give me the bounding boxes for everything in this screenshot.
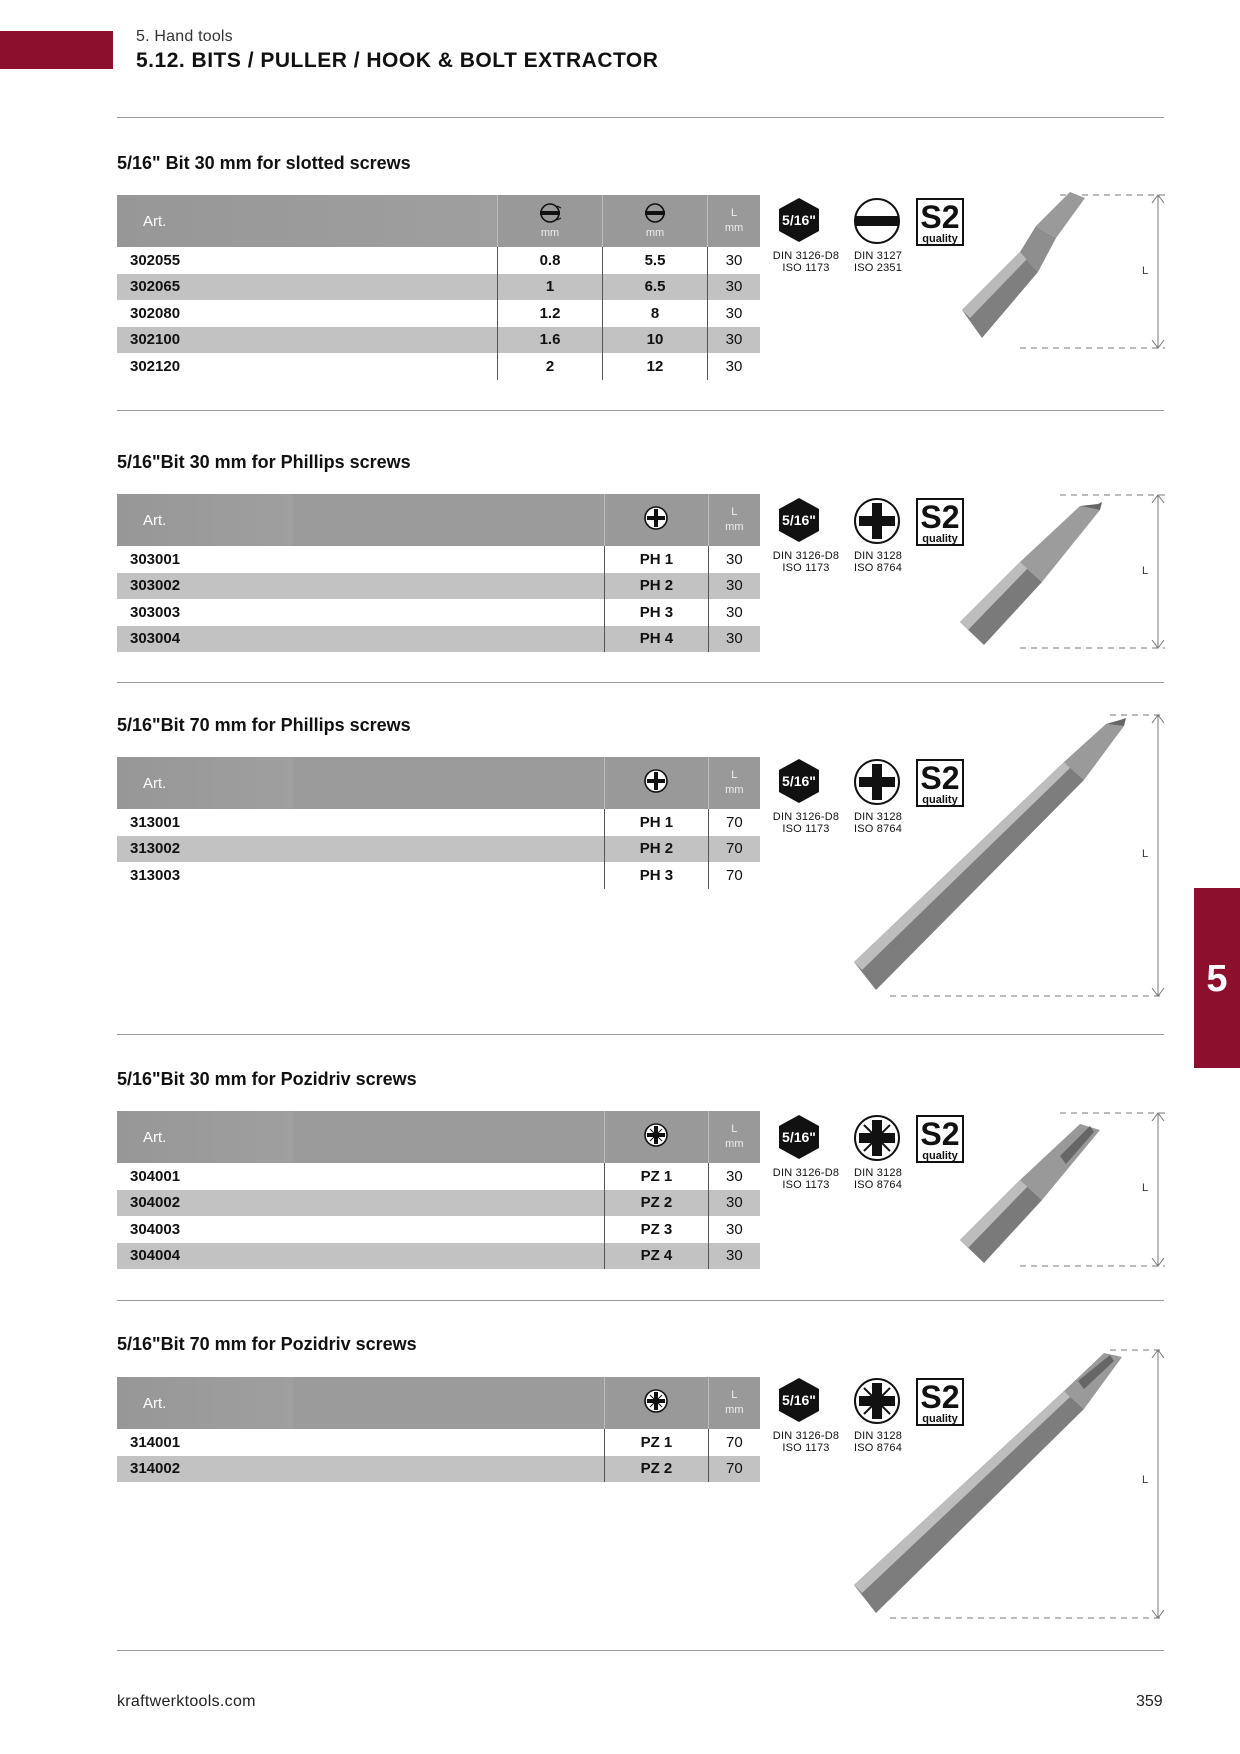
- art-number: 304003: [130, 1220, 181, 1238]
- length-cell: 30: [708, 1216, 760, 1243]
- cell: 8: [603, 300, 708, 327]
- phillips-badge: [853, 497, 901, 550]
- length-cell: 30: [708, 599, 760, 626]
- art-number: 313002: [117, 836, 605, 863]
- section-title: 5/16"Bit 70 mm for Phillips screws: [117, 715, 411, 735]
- standard-label: DIN 3128 ISO 8764: [853, 811, 903, 835]
- table-row: [117, 1216, 760, 1243]
- standard-label: DIN 3126-D8 ISO 1173: [772, 250, 840, 274]
- slot-badge: [853, 197, 901, 250]
- cell: 5.5: [603, 247, 708, 274]
- length-label: L: [731, 1123, 738, 1135]
- cell: PH 1: [605, 546, 708, 573]
- slotted-screw-icon: [642, 203, 668, 223]
- art-number: 303004: [117, 626, 605, 653]
- badge-group: [776, 758, 822, 809]
- bit-image: [950, 1108, 1170, 1273]
- length-cell: 30: [708, 546, 760, 573]
- cell: PZ 1: [605, 1163, 708, 1190]
- standard-label: DIN 3126-D8 ISO 1173: [772, 1430, 840, 1454]
- length-unit: mm: [725, 521, 744, 533]
- phillips-header: [605, 757, 708, 809]
- cell: 10: [603, 327, 708, 354]
- art-number: 314002: [117, 1456, 605, 1483]
- badge-group: [776, 497, 822, 548]
- pozidriv-header: [605, 1111, 708, 1163]
- table-row: [117, 573, 760, 600]
- cell: PZ 3: [605, 1216, 708, 1243]
- cell: 0.8: [498, 247, 603, 274]
- svg-text:S2: S2: [920, 1379, 960, 1415]
- page-number: 359: [1136, 1693, 1163, 1710]
- chapter-number: 5: [1206, 958, 1228, 1000]
- pozidriv-badge: [853, 1114, 901, 1167]
- section-title: 5/16"Bit 70 mm for Pozidriv screws: [117, 1334, 417, 1354]
- table-row: [117, 1190, 760, 1217]
- art-number: 303002: [117, 573, 605, 600]
- svg-text:5/16": 5/16": [782, 512, 816, 528]
- unit-mm: mm: [540, 227, 560, 239]
- product-table: [117, 494, 760, 652]
- length-header: [708, 1377, 760, 1429]
- pozidriv-header: [605, 1377, 708, 1429]
- section-title: 5/16"Bit 30 mm for Pozidriv screws: [117, 1069, 417, 1089]
- cell: PZ 1: [605, 1429, 708, 1456]
- divider: [117, 1034, 1164, 1035]
- svg-text:S2: S2: [920, 199, 960, 235]
- standard-label: DIN 3126-D8 ISO 1173: [772, 1167, 840, 1191]
- standard-label: DIN 3128 ISO 8764: [853, 1430, 903, 1454]
- hex-5-16-icon: [776, 197, 822, 243]
- length-cell: 30: [708, 1163, 760, 1190]
- art-number: 304004: [117, 1243, 605, 1270]
- header-spacer: [293, 757, 604, 809]
- art-number: 302120: [130, 357, 181, 375]
- table-row: [117, 1429, 760, 1456]
- dimension-label: L: [1142, 265, 1149, 277]
- header-spacer: [293, 1377, 604, 1429]
- footer-url: kraftwerktools.com: [117, 1693, 256, 1710]
- table-row: [117, 836, 760, 863]
- header-spacer: [293, 1111, 604, 1163]
- standard-label: DIN 3128 ISO 8764: [853, 1167, 903, 1191]
- table-row: [117, 1163, 760, 1190]
- table-row: [117, 546, 760, 573]
- art-header: Art.: [117, 1111, 293, 1163]
- section-title: 5/16" Bit 30 mm for slotted screws: [117, 153, 411, 173]
- length-cell: 30: [708, 327, 761, 354]
- hex-5-16-icon: [776, 1114, 822, 1160]
- table-row: [117, 862, 760, 889]
- product-table: [117, 1111, 760, 1269]
- cell: PH 4: [605, 626, 708, 653]
- table-row: [117, 353, 760, 380]
- length-cell: 30: [708, 626, 760, 653]
- art-number: 302055: [130, 251, 181, 269]
- cell: PZ 2: [605, 1456, 708, 1483]
- product-table: [117, 1377, 760, 1482]
- art-number: 302100: [117, 327, 498, 354]
- length-label: L: [730, 207, 738, 219]
- standard-label: DIN 3126-D8 ISO 1173: [772, 811, 840, 835]
- pozidriv-icon: [853, 1114, 901, 1162]
- svg-text:5/16": 5/16": [782, 1392, 816, 1408]
- divider: [117, 1300, 1164, 1301]
- chapter-tab: [1194, 888, 1240, 1068]
- bit-image: [840, 1343, 1170, 1623]
- length-label: L: [731, 506, 738, 518]
- length-label: L: [731, 769, 738, 781]
- cell: 2: [498, 353, 603, 380]
- badge-group: [776, 1114, 822, 1165]
- length-cell: 30: [708, 1243, 760, 1270]
- length-cell: 70: [708, 836, 760, 863]
- art-number: 314001: [130, 1433, 181, 1451]
- length-header: [708, 1111, 760, 1163]
- divider: [117, 1650, 1164, 1651]
- standard-label: DIN 3126-D8 ISO 1173: [772, 550, 840, 574]
- length-cell: 30: [708, 274, 761, 301]
- badge-group: [776, 1377, 822, 1428]
- badge-group: [776, 197, 822, 248]
- pozidriv-icon: [643, 1388, 669, 1414]
- length-header: [708, 195, 761, 247]
- table-row: [117, 1456, 760, 1483]
- breadcrumb: 5. Hand tools: [136, 28, 233, 45]
- cell: PH 3: [605, 862, 708, 889]
- table-row: [117, 809, 760, 836]
- cell: 1: [498, 274, 603, 301]
- length-cell: 30: [708, 353, 761, 380]
- hex-5-16-icon: [776, 1377, 822, 1423]
- phillips-header: [605, 494, 708, 546]
- hex-5-16-icon: [776, 758, 822, 804]
- product-table: [117, 757, 760, 889]
- length-cell: 30: [708, 300, 761, 327]
- art-number: 303001: [130, 550, 181, 568]
- product-table: [117, 195, 760, 380]
- divider: [117, 117, 1164, 118]
- length-cell: 30: [708, 573, 760, 600]
- art-number: 302080: [130, 304, 181, 322]
- page-title: 5.12. BITS / PULLER / HOOK & BOLT EXTRACTOR: [136, 49, 659, 72]
- divider: [117, 410, 1164, 411]
- art-number: 302065: [117, 274, 498, 301]
- dimension-label: L: [1142, 848, 1149, 860]
- standard-label: DIN 3127 ISO 2351: [853, 250, 903, 274]
- cell: PH 3: [605, 599, 708, 626]
- length-header: [708, 757, 760, 809]
- art-header: Art.: [117, 757, 293, 809]
- section-title: 5/16"Bit 30 mm for Phillips screws: [117, 452, 411, 472]
- svg-text:S2: S2: [920, 499, 960, 535]
- pozidriv-icon: [643, 1122, 669, 1148]
- slotted-tip-icon: [537, 203, 563, 223]
- length-cell: 70: [708, 862, 760, 889]
- art-number: 303003: [130, 603, 181, 621]
- length-header: [708, 494, 760, 546]
- divider: [117, 682, 1164, 683]
- blade-thickness-header: [498, 195, 603, 247]
- table-row: [117, 300, 760, 327]
- table-row: [117, 274, 760, 301]
- table-row: [117, 327, 760, 354]
- unit-mm: mm: [645, 227, 665, 239]
- dimension-label: L: [1142, 1474, 1149, 1486]
- svg-text:quality: quality: [922, 1150, 958, 1162]
- cell: PZ 2: [605, 1190, 708, 1217]
- svg-text:quality: quality: [922, 794, 958, 806]
- cell: PH 2: [605, 836, 708, 863]
- phillips-icon: [643, 505, 669, 531]
- dimension-label: L: [1142, 1182, 1149, 1194]
- dimension-label: L: [1142, 565, 1149, 577]
- bit-image: [950, 490, 1170, 655]
- table-row: [117, 626, 760, 653]
- length-cell: 70: [708, 1429, 760, 1456]
- length-unit: mm: [725, 784, 744, 796]
- art-number: 304001: [130, 1167, 181, 1185]
- length-cell: 30: [708, 1190, 760, 1217]
- cell: PH 1: [605, 809, 708, 836]
- phillips-icon: [853, 497, 901, 545]
- length-unit: mm: [725, 1404, 744, 1416]
- svg-text:quality: quality: [922, 1413, 958, 1425]
- svg-text:S2: S2: [920, 1116, 960, 1152]
- table-row: [117, 599, 760, 626]
- length-cell: 70: [708, 809, 760, 836]
- art-number: 313003: [130, 866, 181, 884]
- svg-text:S2: S2: [920, 760, 960, 796]
- hex-5-16-icon: [776, 497, 822, 543]
- svg-text:quality: quality: [922, 233, 958, 245]
- bit-image: [840, 710, 1170, 1002]
- art-number: 304002: [117, 1190, 605, 1217]
- table-row: [117, 1243, 760, 1270]
- cell: PZ 4: [605, 1243, 708, 1270]
- length-unit: mm: [725, 1138, 744, 1150]
- cell: PH 2: [605, 573, 708, 600]
- art-number: 313001: [130, 813, 181, 831]
- cell: 6.5: [603, 274, 708, 301]
- blade-width-header: [603, 195, 708, 247]
- standard-label: DIN 3128 ISO 8764: [853, 550, 903, 574]
- art-header: Art.: [117, 494, 293, 546]
- table-row: [117, 247, 760, 274]
- length-label: L: [731, 1389, 738, 1401]
- brand-color-bar: [0, 31, 113, 69]
- art-header: Art.: [117, 1377, 293, 1429]
- cell: 12: [603, 353, 708, 380]
- length-cell: 70: [708, 1456, 760, 1483]
- svg-text:5/16": 5/16": [782, 212, 816, 228]
- svg-text:quality: quality: [922, 533, 958, 545]
- phillips-icon: [643, 768, 669, 794]
- art-header: Art.: [117, 195, 498, 247]
- svg-text:5/16": 5/16": [782, 773, 816, 789]
- svg-text:5/16": 5/16": [782, 1129, 816, 1145]
- bit-image: [950, 190, 1170, 355]
- cell: 1.2: [498, 300, 603, 327]
- length-unit: mm: [724, 222, 744, 234]
- length-cell: 30: [708, 247, 761, 274]
- cell: 1.6: [498, 327, 603, 354]
- header-spacer: [293, 494, 604, 546]
- slotted-screw-icon: [853, 197, 901, 245]
